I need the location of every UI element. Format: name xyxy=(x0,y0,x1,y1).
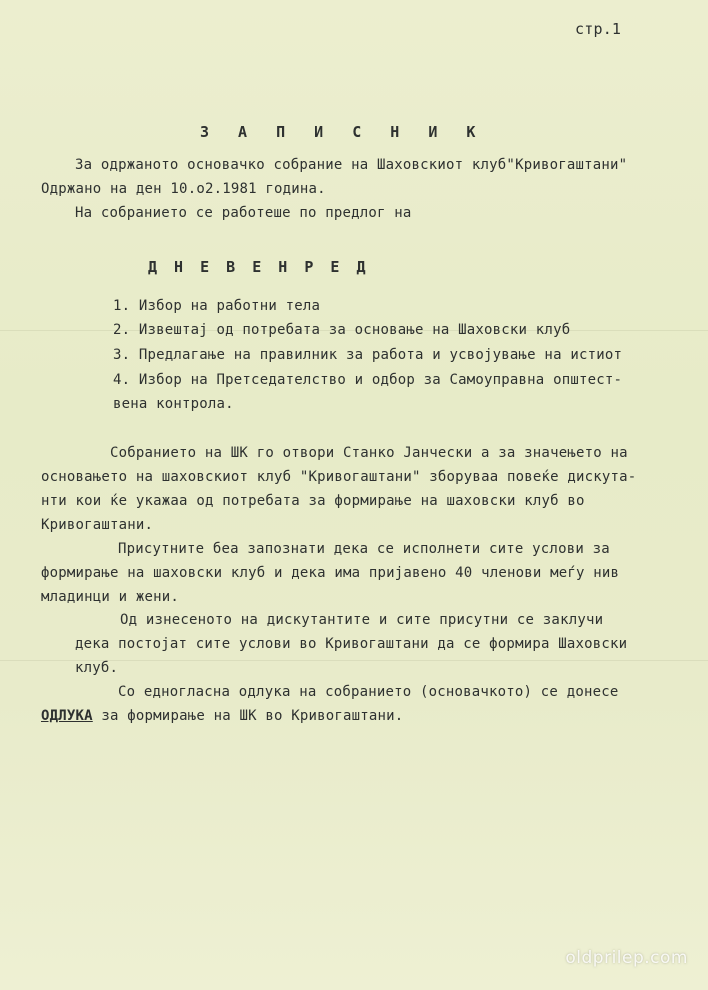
paragraph-line: основањето на шаховскиот клуб "Кривогаштани" зборуваа повеќе дискута- xyxy=(41,469,637,485)
agenda-item: 1. Избор на работни тела xyxy=(113,298,321,314)
watermark: oldprilep.com xyxy=(565,948,688,968)
paragraph-line: Од изнесеното на дискутантите и сите присутни се заклучи xyxy=(120,612,604,628)
document-title: З А П И С Н И К xyxy=(200,123,486,141)
paragraph-line: Кривогаштани. xyxy=(41,517,154,533)
agenda-item: вена контрола. xyxy=(113,396,234,412)
paragraph-line: Присутните беа запознати дека се исполнети сите услови за xyxy=(118,541,610,557)
decision-line xyxy=(41,707,403,725)
agenda-item: 4. Избор на Претседателство и одбор за Самоуправна општест- xyxy=(113,372,623,388)
decision-text: за формирање на ШК во Кривогаштани. xyxy=(92,708,404,724)
paragraph-line: младинци и жени. xyxy=(41,589,180,605)
agenda-item: 3. Предлагање на правилник за работа и усвојување на истиот xyxy=(113,347,623,363)
decision-label: ОДЛУКА xyxy=(41,708,93,724)
paragraph-line: клуб. xyxy=(75,660,119,676)
paragraph-line: Со едногласна одлука на собранието (основачкото) се донесе xyxy=(118,684,619,700)
intro-line: Одржано на ден 10.о2.1981 година. xyxy=(41,181,326,197)
agenda-title: Д Н Е В Е Н Р Е Д xyxy=(148,258,370,276)
paragraph-line: дека постојат сите услови во Кривогаштани да се формира Шаховски xyxy=(75,636,628,652)
paragraph-line: формирање на шаховски клуб и дека има пријавено 40 членови меѓу нив xyxy=(41,565,620,581)
agenda-item: 2. Извештај од потребата за основање на Шаховски клуб xyxy=(113,322,571,338)
page-number: стр.1 xyxy=(575,20,622,38)
intro-line: За одржаното основачко собрание на Шаховскиот клуб"Кривогаштани" xyxy=(75,157,628,173)
intro-line: На собранието се работеше по предлог на xyxy=(75,205,412,221)
paragraph-line: Собранието на ШК го отвори Станко Јанчески а за значењето на xyxy=(110,445,628,461)
paragraph-line: нти кои ќе укажаа од потребата за формирање на шаховски клуб во xyxy=(41,493,585,509)
